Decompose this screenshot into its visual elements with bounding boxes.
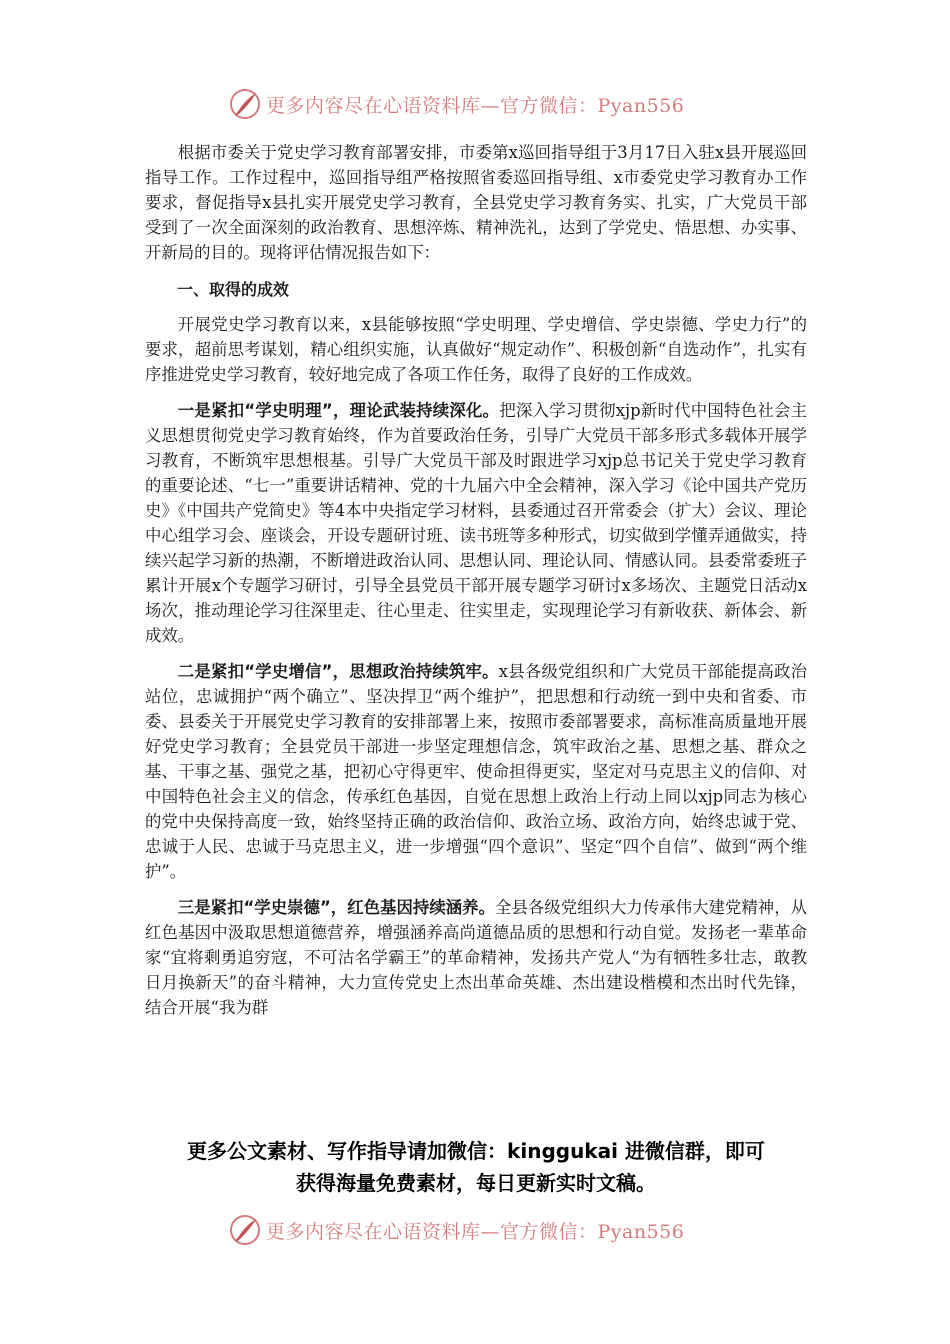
point-three-body: 全县各级党组织大力传承伟大建党精神，从红色基因中汲取思想道德营养，增强涵养高尚道德品质的思想和行动自觉。发扬老一辈革命家“宜将剩勇追穷寇，不可沽名学霸王”的革命精神，发扬共产党人“为有牺牲多壮志，敢教日月换新天”的奋斗精神，大力宣传党史上杰出革命英雄、杰出建设楷模和杰出时代先锋，结合开展“我为群 (145, 898, 808, 1017)
point-one-paragraph (145, 398, 807, 648)
document-body (145, 140, 807, 1020)
watermark-footer (228, 1212, 684, 1248)
promo-notice (145, 1135, 807, 1199)
watermark-text: 更多内容尽在心语资料库—官方微信：Pyan556 (266, 94, 685, 117)
intro-paragraph: 根据市委关于党史学习教育部署安排，市委第x巡回指导组于3月17日入驻x县开展巡回指导工作。工作过程中，巡回指导组严格按照省委巡回指导组、x市委党史学习教育办工作要求，督促指导x县扎实开展党史学习教育，全县党史学习教育务实、扎实，广大党员干部受到了一次全面深刻的政治教育、思想淬炼、精神洗礼，达到了学党史、悟思想、办实事、开新局的目的。现将评估情况报告如下： (145, 143, 807, 262)
point-two-lead: 二是紧扣“学史增信”，思想政治持续筑牢。 (177, 662, 499, 681)
quill-pen-icon (228, 87, 262, 121)
point-one-lead: 一是紧扣“学史明理”，理论武装持续深化。 (177, 401, 500, 420)
point-two-body: x县各级党组织和广大党员干部能提高政治站位，忠诚拥护“两个确立”、坚决捍卫“两个维护”，把思想和行动统一到中央和省委、市委、县委关于开展党史学习教育的安排部署上来，按照市委部署要求，高标准高质量地开展好党史学习教育；全县党员干部进一步坚定理想信念，筑牢政治之基、思想之基、群众之基、干事之基、强党之基，把初心守得更牢、使命担得更实，坚定对马克思主义的信仰、对中国特色社会主义的信念，传承红色基因，自觉在思想上政治上行动上同以xjp同志为核心的党中央保持高度一致，始终坚持正确的政治信仰、政治立场、政治方向，始终忠诚于党、忠诚于人民、忠诚于马克思主义，进一步增强“四个意识”、坚定“四个自信”、做到“两个维护”。 (145, 662, 807, 881)
promo-line-2: 获得海量免费素材，每日更新实时文稿。 (296, 1171, 656, 1195)
point-two-paragraph (145, 659, 807, 884)
section-heading: 一、取得的成效 (177, 280, 290, 299)
watermark-text: 更多内容尽在心语资料库—官方微信：Pyan556 (266, 1220, 685, 1243)
point-one-body: 把深入学习贯彻xjp新时代中国特色社会主义思想贯彻党史学习教育始终，作为首要政治任务，引导广大党员干部多形式多载体开展学习教育，不断筑牢思想根基。引导广大党员干部及时跟进学习xjp总书记关于党史学习教育的重要论述、“七一”重要讲话精神、党的十九届六中全会精神，深入学习《论中国共产党历史》《中国共产党简史》等4本中央指定学习材料，县委通过召开常委会（扩大）会议、理论中心组学习会、座谈会，开设专题研讨班、读书班等多种形式，切实做到学懂弄通做实，持续兴起学习新的热潮，不断增进政治认同、思想认同、理论认同、情感认同。县委常委班子累计开展x个专题学习研讨，引导全县党员干部开展专题学习研讨x多场次、主题党日活动x场次，推动理论学习往深里走、往心里走、往实里走，实现理论学习有新收获、新体会、新成效。 (145, 401, 807, 645)
watermark-header (228, 86, 684, 122)
point-three-paragraph (145, 895, 807, 1020)
section-intro-paragraph: 开展党史学习教育以来，x县能够按照“学史明理、学史增信、学史崇德、学史力行”的要求，超前思考谋划，精心组织实施，认真做好“规定动作”、积极创新“自选动作”，扎实有序推进党史学习教育，较好地完成了各项工作任务，取得了良好的工作成效。 (145, 315, 807, 384)
quill-pen-icon (228, 1213, 262, 1247)
promo-line-1: 更多公文素材、写作指导请加微信：kinggukai 进微信群，即可 (187, 1139, 765, 1163)
point-three-lead: 三是紧扣“学史崇德”，红色基因持续涵养。 (177, 898, 496, 917)
